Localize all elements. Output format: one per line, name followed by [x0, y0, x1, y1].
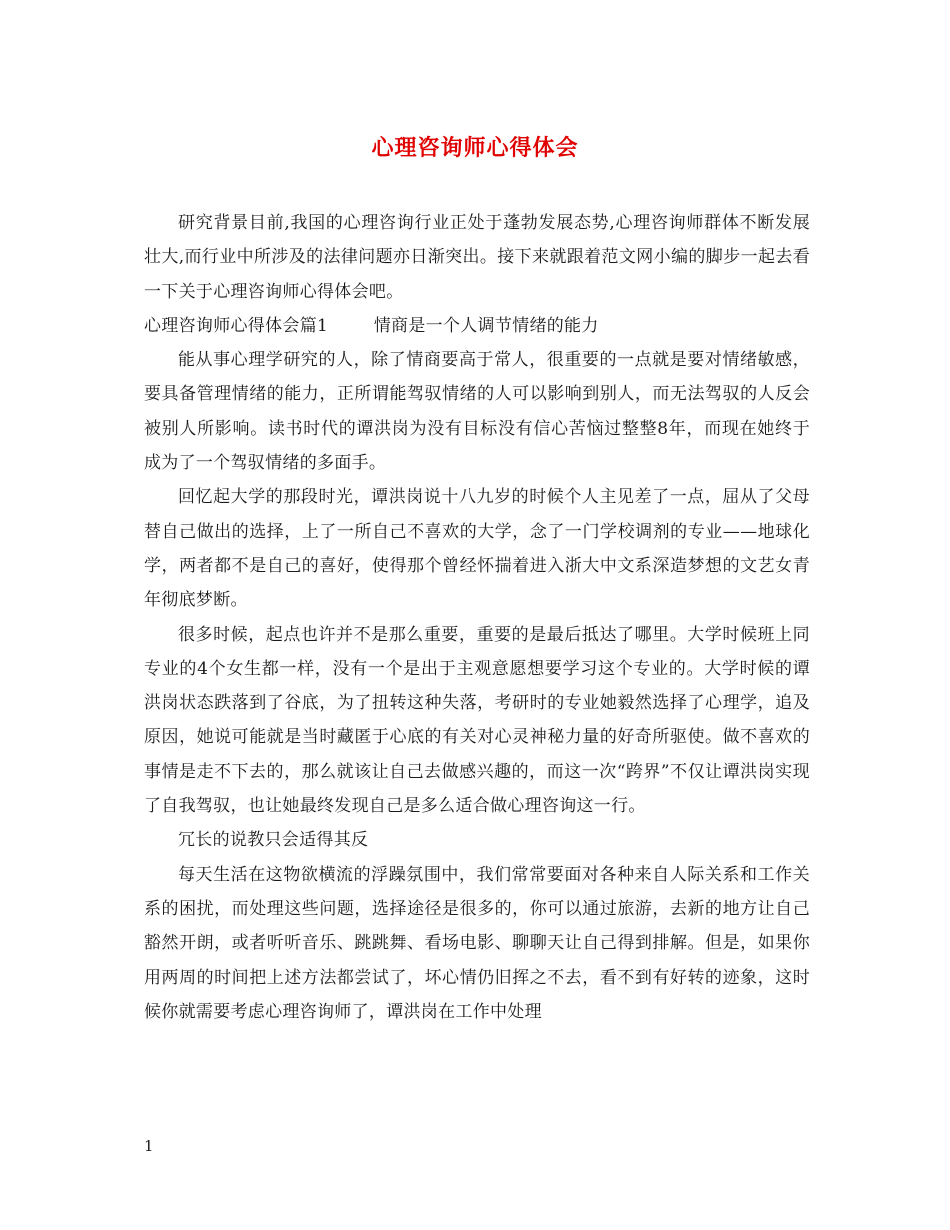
document-body	[144, 206, 810, 1029]
paragraph-college-memory: 回忆起大学的那段时光，谭洪岗说十八九岁的时候个人主见差了一点，屈从了父母替自己做出的选择，上了一所自己不喜欢的大学，念了一门学校调剂的专业——地球化学，两者都不是自己的喜好，使得那个曾经怀揣着进入浙大中文系深造梦想的文艺女青年彻底梦断。	[144, 487, 810, 611]
section-heading-part1: 心理咨询师心得体会篇1 情商是一个人调节情绪的能力	[144, 315, 599, 336]
paragraph-career-change: 很多时候，起点也许并不是那么重要，重要的是最后抵达了哪里。大学时候班上同专业的4个女生都一样，没有一个是出于主观意愿想要学习这个专业的。大学时候的谭洪岗状态跌落到了谷底，为了扭转这种失落，考研时的专业她毅然选择了心理学，追及原因，她说可能就是当时藏匿于心底的有关对心灵神秘力量的好奇所驱使。做不喜欢的事情是走不下去的，那么就该让自己去做感兴趣的，而这一次“跨界”不仅让谭洪岗实现了自我驾驭，也让她最终发现自己是多么适合做心理咨询这一行。	[144, 624, 810, 817]
paragraph-daily-stress: 每天生活在这物欲横流的浮躁氛围中，我们常常要面对各种来自人际关系和工作关系的困扰，而处理这些问题，选择途径是很多的，你可以通过旅游，去新的地方让自己豁然开朗，或者听听音乐、跳跳舞、看场电影、聊聊天让自己得到排解。但是，如果你用两周的时间把上述方法都尝试了，坏心情仍旧挥之不去，看不到有好转的迹象，这时候你就需要考虑心理咨询师了，谭洪岗在工作中处理	[144, 864, 810, 1022]
page-number: 1	[144, 1137, 154, 1155]
paragraph-emotion-management: 能从事心理学研究的人，除了情商要高于常人，很重要的一点就是要对情绪敏感，要具备管理情绪的能力，正所谓能驾驭情绪的人可以影响到别人，而无法驾驭的人反会被别人所影响。读书时代的谭洪岗为没有目标没有信心苦恼过整整8年，而现在她终于成为了一个驾驭情绪的多面手。	[144, 350, 810, 474]
subheading-lecturing: 冗长的说教只会适得其反	[178, 830, 369, 851]
paragraph-intro: 研究背景目前,我国的心理咨询行业正处于蓬勃发展态势,心理咨询师群体不断发展壮大,而行业中所涉及的法律问题亦日渐突出。接下来就跟着范文网小编的脚步一起去看一下关于心理咨询师心得体会吧。	[144, 213, 810, 302]
document-title: 心理咨询师心得体会	[371, 135, 579, 161]
